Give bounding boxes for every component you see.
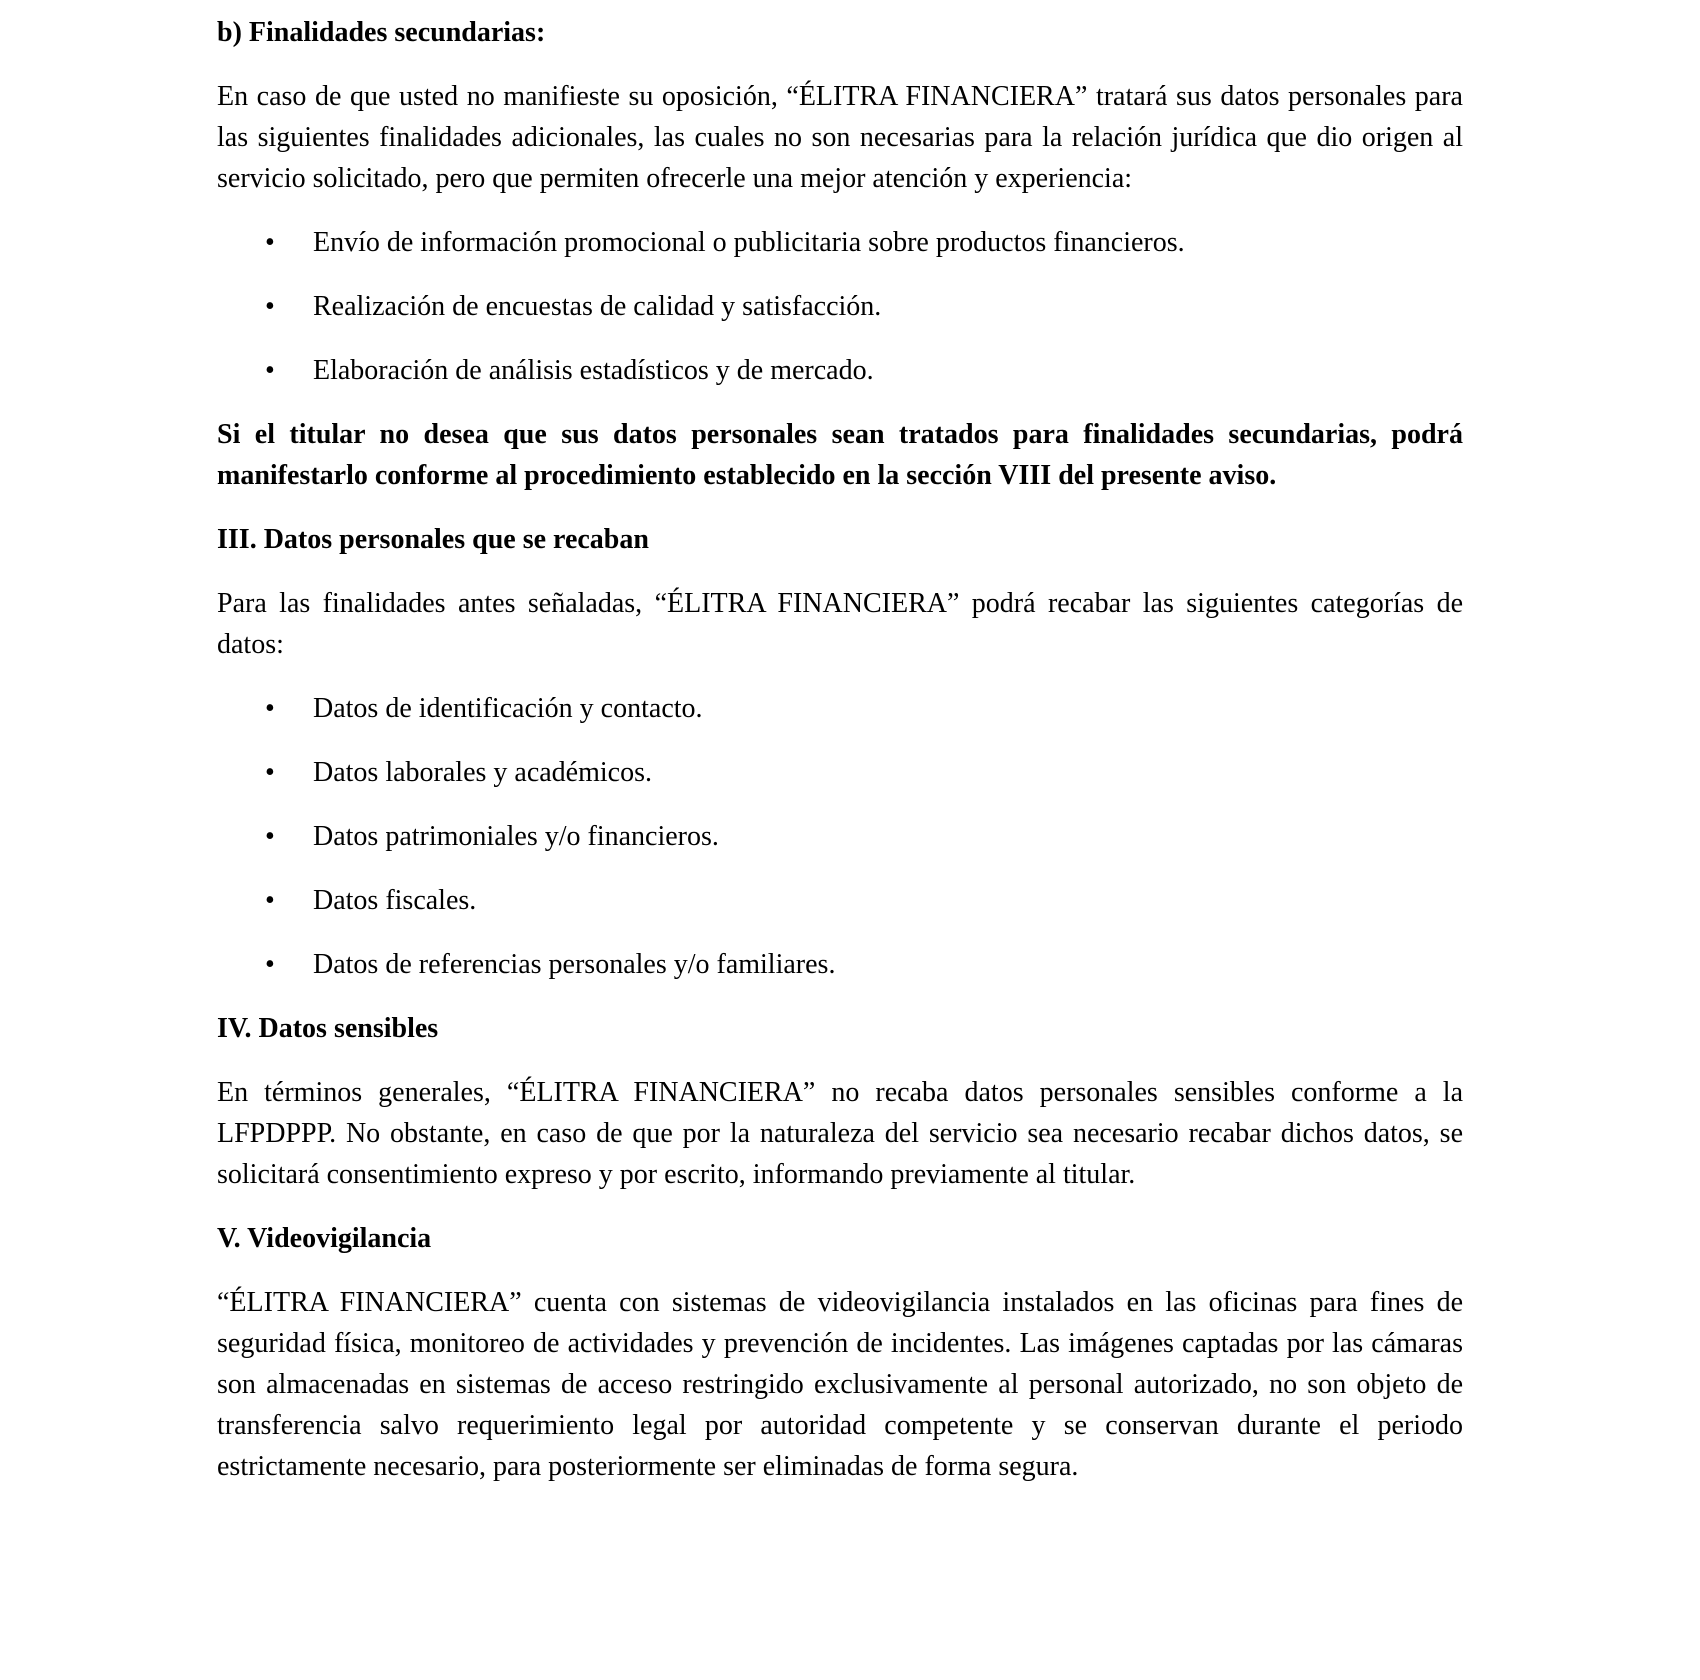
heading-datos-sensibles: IV. Datos sensibles — [217, 1013, 439, 1044]
list-item-text: Datos laborales y académicos. — [313, 757, 652, 788]
paragraph-datos-sensibles: En términos generales, “ÉLITRA FINANCIERA” no recaba datos personales sensibles conforme a la LFPDPPP. No obstante, en caso de que por la naturaleza del servicio sea necesario recabar dichos datos, se solicitará consentimiento expreso y por escrito, informando previamente al titular. — [217, 1077, 1463, 1190]
list-item — [217, 222, 1463, 263]
bullet-icon: • — [265, 885, 275, 916]
list-finalidades-secundarias — [217, 222, 1463, 391]
list-item — [217, 752, 1463, 793]
list-item-text: Elaboración de análisis estadísticos y de mercado. — [313, 355, 874, 386]
paragraph-videovigilancia: “ÉLITRA FINANCIERA” cuenta con sistemas de videovigilancia instalados en las oficinas para fines de seguridad física, monitoreo de actividades y prevención de incidentes. Las imágenes captadas por las cámaras son almacenadas en sistemas de acceso restringido exclusivamente al personal autorizado, no son objeto de transferencia salvo requerimiento legal por autoridad competente y se conservan durante el periodo estrictamente necesario, para posteriormente ser eliminadas de forma segura. — [217, 1287, 1463, 1482]
paragraph-datos-recaban-intro: Para las finalidades antes señaladas, “ÉLITRA FINANCIERA” podrá recabar las siguientes categorías de datos: — [217, 588, 1463, 660]
list-item — [217, 816, 1463, 857]
paragraph-opt-out-notice: Si el titular no desea que sus datos personales sean tratados para finalidades secundarias, podrá manifestarlo conforme al procedimiento establecido en la sección VIII del presente aviso. — [217, 419, 1463, 491]
heading-finalidades-secundarias: b) Finalidades secundarias: — [217, 17, 546, 48]
list-item-text: Datos de referencias personales y/o familiares. — [313, 949, 836, 980]
list-item-text: Datos patrimoniales y/o financieros. — [313, 821, 719, 852]
bullet-icon: • — [265, 949, 275, 980]
list-item — [217, 286, 1463, 327]
heading-videovigilancia: V. Videovigilancia — [217, 1223, 432, 1254]
list-item — [217, 880, 1463, 921]
list-categorias-datos — [217, 688, 1463, 985]
bullet-icon: • — [265, 693, 275, 724]
list-item — [217, 688, 1463, 729]
bullet-icon: • — [265, 355, 275, 386]
list-item — [217, 350, 1463, 391]
bullet-icon: • — [265, 227, 275, 258]
list-item — [217, 944, 1463, 985]
bullet-icon: • — [265, 821, 275, 852]
heading-datos-personales-recaban: III. Datos personales que se recaban — [217, 524, 649, 555]
list-item-text: Datos de identificación y contacto. — [313, 693, 703, 724]
list-item-text: Envío de información promocional o publicitaria sobre productos financieros. — [313, 227, 1185, 258]
bullet-icon: • — [265, 757, 275, 788]
list-item-text: Datos fiscales. — [313, 885, 477, 916]
paragraph-finalidades-intro: En caso de que usted no manifieste su oposición, “ÉLITRA FINANCIERA” tratará sus datos personales para las siguientes finalidades adicionales, las cuales no son necesarias para la relación jurídica que dio origen al servicio solicitado, pero que permiten ofrecerle una mejor atención y experiencia: — [217, 81, 1463, 194]
bullet-icon: • — [265, 291, 275, 322]
list-item-text: Realización de encuestas de calidad y satisfacción. — [313, 291, 882, 322]
